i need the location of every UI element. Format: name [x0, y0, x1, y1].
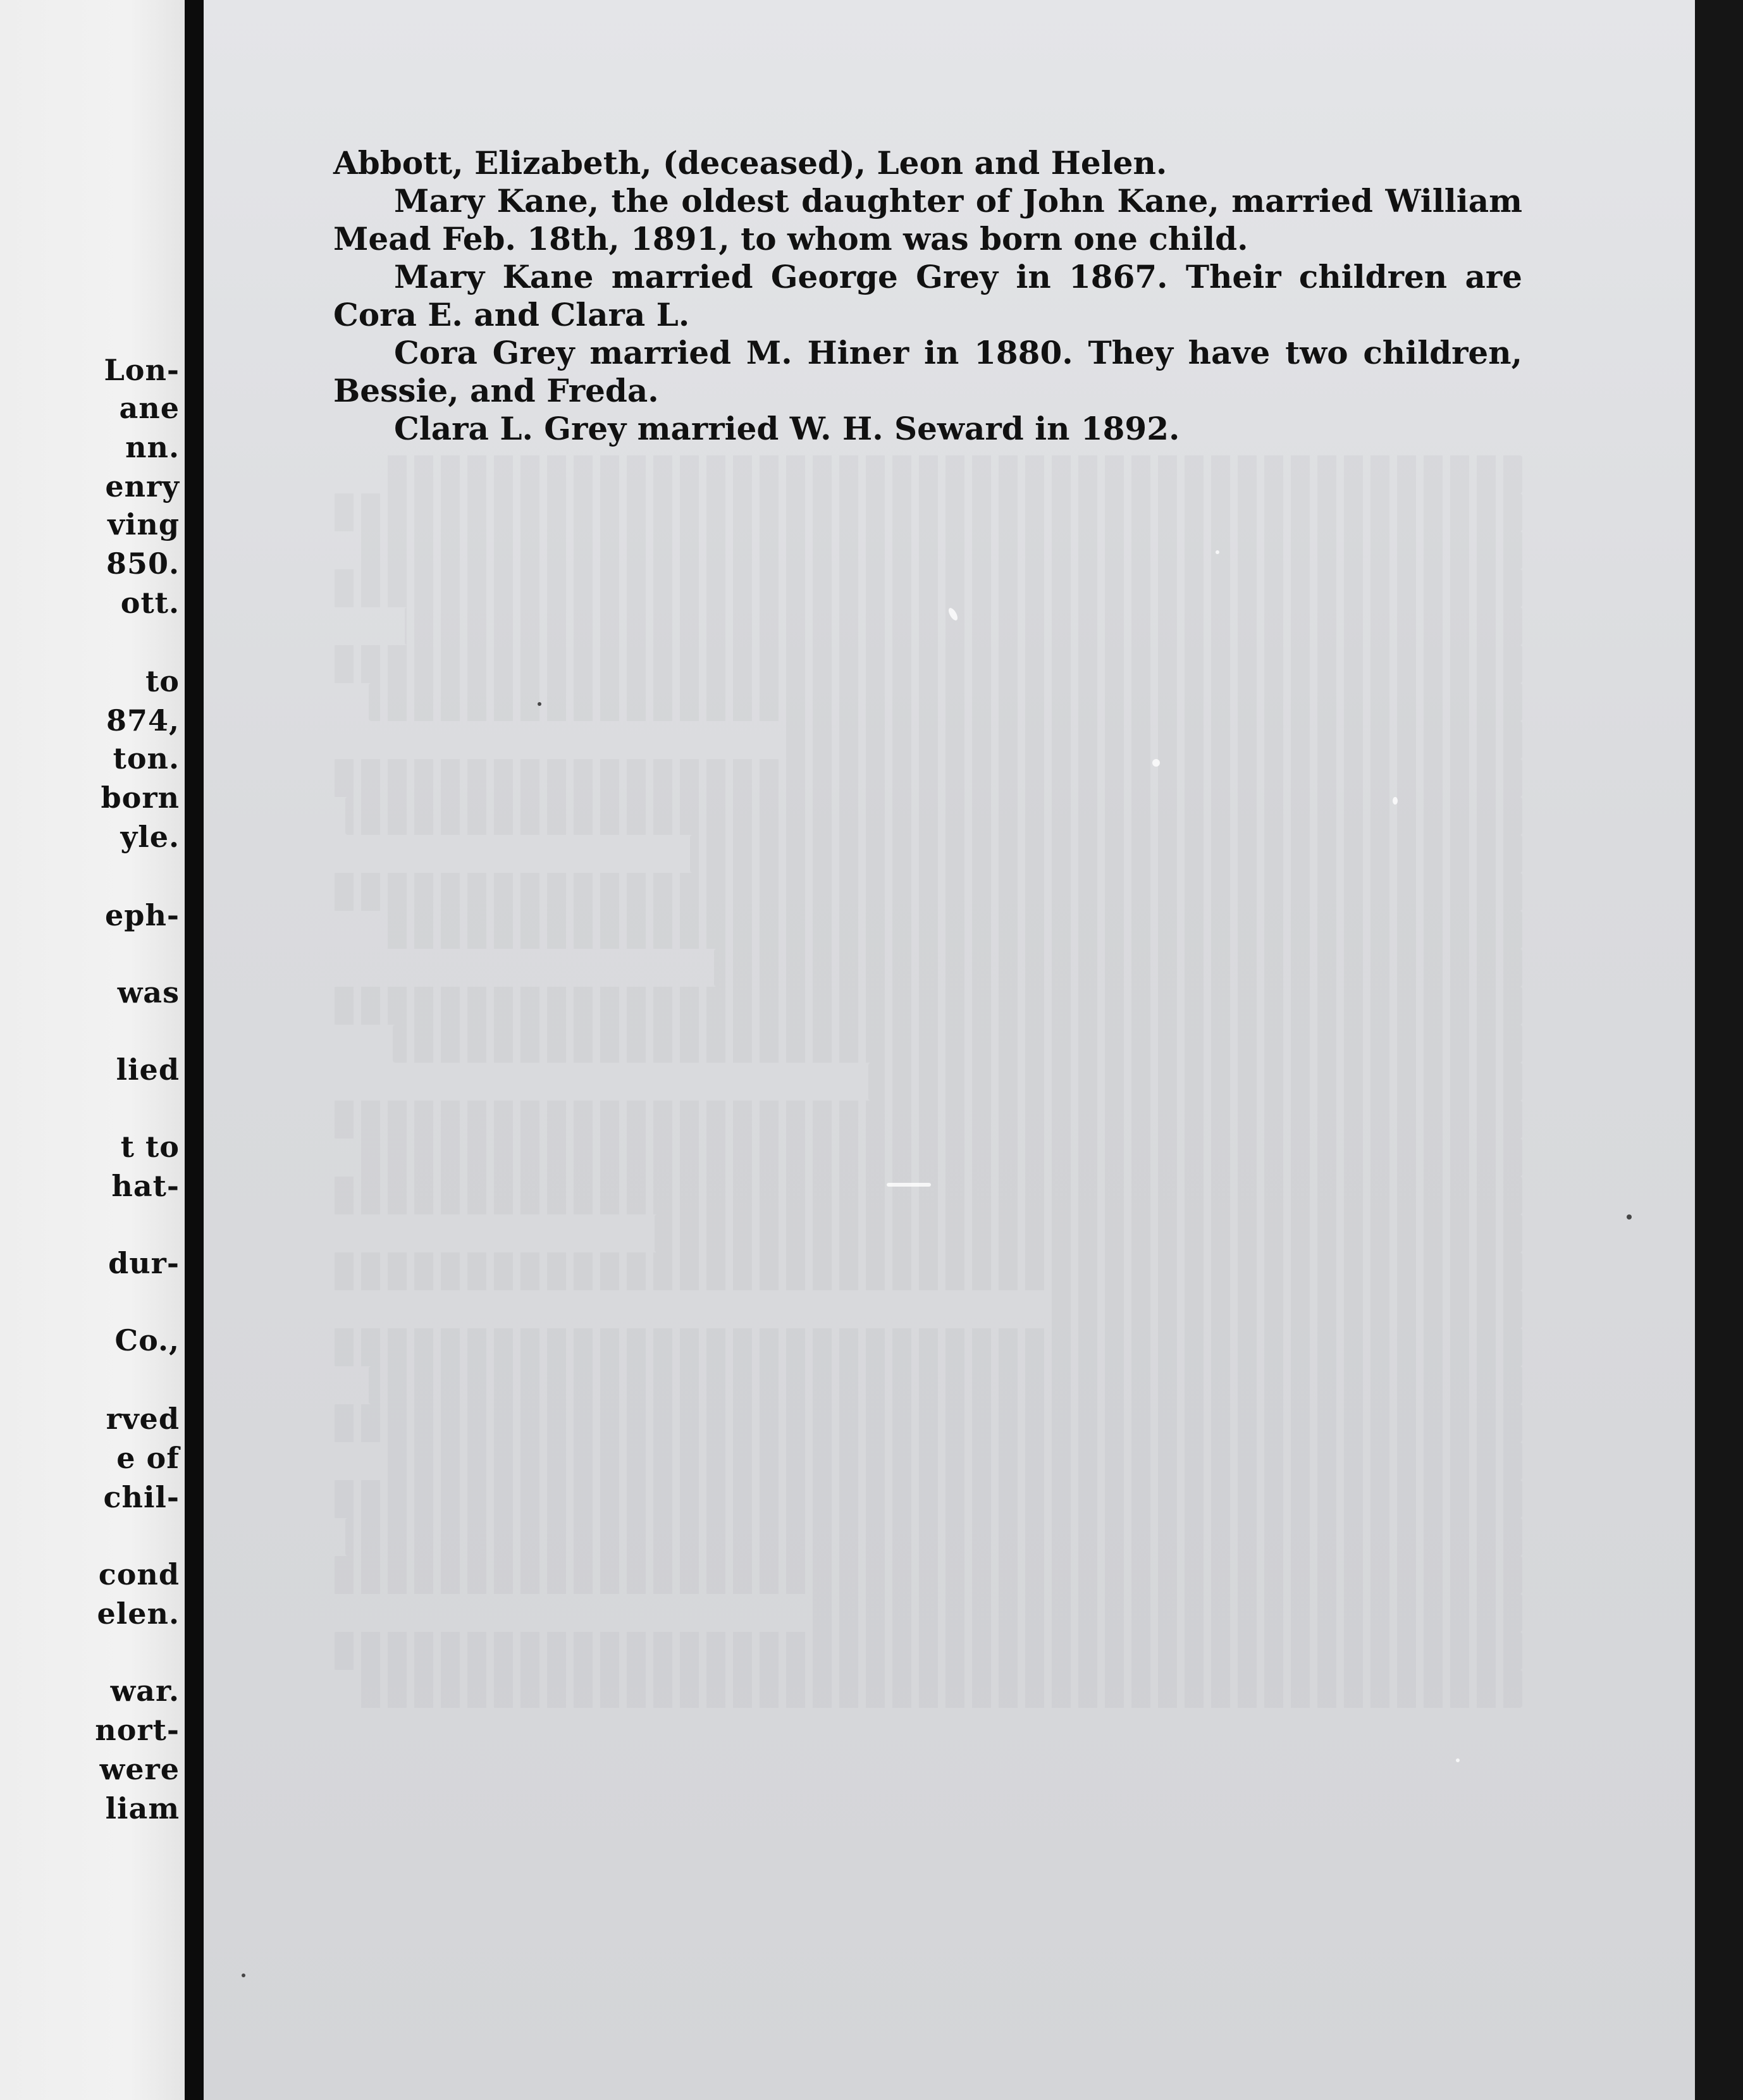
paragraph-abbott: Abbott, Elizabeth, (deceased), Leon and Helen. [333, 144, 1167, 182]
left-page-fragment: yle. [120, 820, 180, 854]
dust-speck [887, 1183, 931, 1187]
left-page-fragment: to [145, 664, 180, 698]
paragraph-clara-grey: Clara L. Grey married W. H. Seward in 1892. [394, 410, 1180, 447]
left-page-fragment: 850. [106, 547, 180, 581]
left-page-fragment: ane [119, 391, 180, 425]
left-page-edge [0, 0, 185, 2100]
left-page-fragment: lied [116, 1053, 180, 1087]
book-gutter [185, 0, 204, 2100]
paragraph-mary-kane-grey: Mary Kane married George Grey in 1867. Their children are Cora E. and Clara L. [333, 258, 1522, 333]
left-page-fragment: dur- [108, 1246, 180, 1280]
dust-speck [1627, 1214, 1632, 1220]
dust-speck [242, 1973, 245, 1977]
dust-speck [1152, 759, 1160, 767]
paragraph-mary-kane-mead: Mary Kane, the oldest daughter of John Kane, married William Mead Feb. 18th, 1891, to whom was born one child. [333, 182, 1522, 257]
left-page-fragment: nort- [95, 1713, 180, 1747]
dust-speck [1393, 797, 1398, 805]
dust-speck [538, 702, 541, 706]
bleed-through-text [333, 455, 1522, 1708]
body-text [333, 144, 1522, 448]
left-page-fragment: Co., [114, 1323, 180, 1357]
left-page-fragment: enry [105, 469, 180, 503]
left-page-fragment: cond [98, 1557, 180, 1591]
left-page-fragment: ton. [113, 741, 180, 775]
dust-speck [1456, 1758, 1460, 1762]
paragraph-cora-grey: Cora Grey married M. Hiner in 1880. They have two children, Bessie, and Freda. [333, 334, 1522, 409]
left-page-fragment: 874, [106, 703, 180, 738]
left-page-fragment: chil- [103, 1480, 180, 1514]
left-page-fragment: eph- [105, 898, 180, 932]
left-page-fragment: war. [110, 1674, 180, 1708]
left-page-fragment: elen. [97, 1597, 180, 1631]
left-page-fragment: were [99, 1752, 180, 1786]
dust-speck [1216, 550, 1219, 554]
left-page-fragment: liam [105, 1791, 180, 1825]
left-page-fragment: t to [120, 1130, 180, 1164]
left-page-fragment: was [117, 975, 180, 1010]
left-page-fragment: born [101, 781, 180, 815]
main-page [204, 0, 1695, 2100]
left-page-fragment: hat- [111, 1169, 180, 1203]
left-page-fragment: ott. [120, 586, 180, 620]
right-page-edge [1695, 0, 1743, 2100]
left-page-fragment: Lon- [104, 353, 180, 387]
left-page-fragment: nn. [125, 430, 180, 464]
left-page-fragment: ving [108, 507, 180, 541]
left-page-fragment: rved [106, 1402, 180, 1436]
left-page-fragment: e of [116, 1441, 180, 1475]
